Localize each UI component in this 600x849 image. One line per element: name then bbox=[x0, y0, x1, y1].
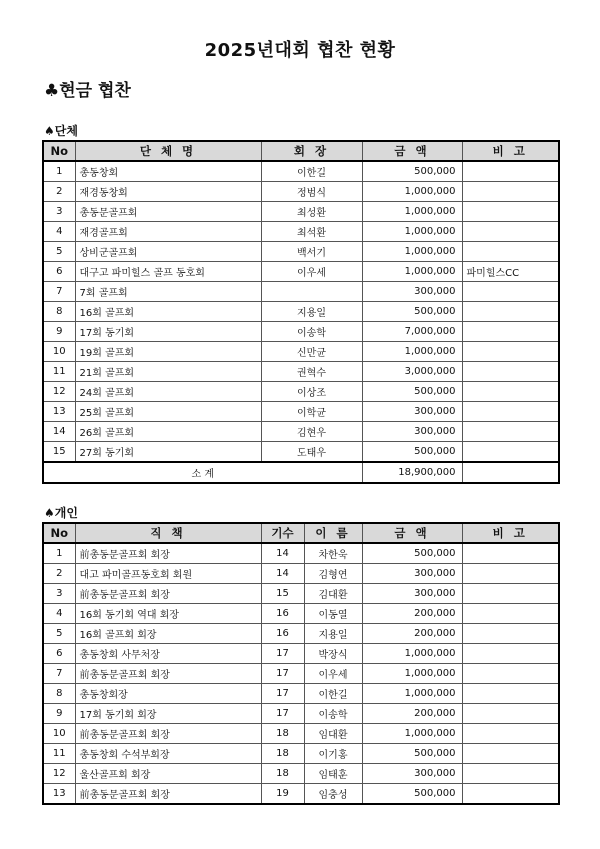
cell-note bbox=[462, 664, 559, 684]
table-row bbox=[43, 564, 559, 584]
individual-heading: ♠개인 bbox=[44, 506, 78, 520]
cell-no: 8 bbox=[43, 684, 75, 704]
cell-class: 14 bbox=[261, 564, 304, 584]
cell-position: 16회 동기회 역대 회장 bbox=[75, 604, 261, 624]
table-header-row bbox=[43, 141, 559, 161]
cell-class: 17 bbox=[261, 704, 304, 724]
cell-note bbox=[462, 161, 559, 182]
cell-no: 13 bbox=[43, 784, 75, 805]
cell-amount: 500,000 bbox=[362, 543, 462, 564]
table-row bbox=[43, 342, 559, 362]
header-no: No bbox=[43, 141, 75, 161]
header-position: 직 책 bbox=[75, 523, 261, 543]
cell-name: 총동문골프회 bbox=[75, 202, 261, 222]
table-row bbox=[43, 242, 559, 262]
cell-note bbox=[462, 744, 559, 764]
table-row bbox=[43, 704, 559, 724]
cell-name: 27회 동기회 bbox=[75, 442, 261, 463]
cell-chair: 이학균 bbox=[261, 402, 362, 422]
table-row bbox=[43, 322, 559, 342]
cell-note bbox=[462, 422, 559, 442]
cell-name: 재경골프회 bbox=[75, 222, 261, 242]
cell-class: 17 bbox=[261, 644, 304, 664]
cell-no: 12 bbox=[43, 764, 75, 784]
cell-amount: 300,000 bbox=[362, 764, 462, 784]
cell-chair: 이상조 bbox=[261, 382, 362, 402]
section-label: 현금 협찬 bbox=[59, 81, 131, 101]
cell-chair: 도태우 bbox=[261, 442, 362, 463]
table-row bbox=[43, 724, 559, 744]
group-sponsor-table bbox=[42, 140, 560, 484]
cell-no: 5 bbox=[43, 242, 75, 262]
table-row bbox=[43, 282, 559, 302]
table-row bbox=[43, 644, 559, 664]
cell-chair: 권혁수 bbox=[261, 362, 362, 382]
table-row bbox=[43, 442, 559, 463]
cell-note bbox=[462, 202, 559, 222]
cell-name: 이한길 bbox=[304, 684, 362, 704]
cell-position: 前총동문골프회 회장 bbox=[75, 584, 261, 604]
cell-no: 1 bbox=[43, 543, 75, 564]
cell-amount: 3,000,000 bbox=[362, 362, 462, 382]
header-note: 비 고 bbox=[462, 523, 559, 543]
table-row bbox=[43, 161, 559, 182]
table-row bbox=[43, 584, 559, 604]
cell-amount: 300,000 bbox=[362, 422, 462, 442]
cell-name: 25회 골프회 bbox=[75, 402, 261, 422]
table-row bbox=[43, 222, 559, 242]
cell-note bbox=[462, 784, 559, 805]
cell-amount: 500,000 bbox=[362, 382, 462, 402]
table-row bbox=[43, 543, 559, 564]
cell-position: 총동창회장 bbox=[75, 684, 261, 704]
table-row bbox=[43, 202, 559, 222]
table-row bbox=[43, 402, 559, 422]
cell-name: 19회 골프회 bbox=[75, 342, 261, 362]
cell-name: 상비군골프회 bbox=[75, 242, 261, 262]
cell-name: 대구고 파미힐스 골프 동호회 bbox=[75, 262, 261, 282]
cell-no: 11 bbox=[43, 744, 75, 764]
cell-name: 임충성 bbox=[304, 784, 362, 805]
cell-name: 17회 동기회 bbox=[75, 322, 261, 342]
cell-name: 7회 골프회 bbox=[75, 282, 261, 302]
table-row bbox=[43, 604, 559, 624]
cell-note bbox=[462, 704, 559, 724]
header-group-name: 단 체 명 bbox=[75, 141, 261, 161]
cell-name: 김형연 bbox=[304, 564, 362, 584]
cell-name: 박장식 bbox=[304, 644, 362, 664]
cell-amount: 1,000,000 bbox=[362, 262, 462, 282]
cell-position: 前총동문골프회 회장 bbox=[75, 543, 261, 564]
cell-amount: 300,000 bbox=[362, 564, 462, 584]
cell-name: 김대환 bbox=[304, 584, 362, 604]
cell-name: 이송학 bbox=[304, 704, 362, 724]
cell-chair: 신만균 bbox=[261, 342, 362, 362]
cell-amount: 200,000 bbox=[362, 604, 462, 624]
cell-class: 15 bbox=[261, 584, 304, 604]
cell-note bbox=[462, 624, 559, 644]
cell-name: 이우세 bbox=[304, 664, 362, 684]
table-row bbox=[43, 784, 559, 805]
cell-note bbox=[462, 604, 559, 624]
subtotal-note bbox=[462, 462, 559, 483]
table-row bbox=[43, 684, 559, 704]
group-heading: ♠단체 bbox=[44, 124, 78, 138]
cell-note bbox=[462, 543, 559, 564]
cell-chair: 백서기 bbox=[261, 242, 362, 262]
header-name: 이 름 bbox=[304, 523, 362, 543]
cell-amount: 200,000 bbox=[362, 624, 462, 644]
cell-no: 7 bbox=[43, 282, 75, 302]
cell-position: 총동창회 수석부회장 bbox=[75, 744, 261, 764]
cell-note bbox=[462, 644, 559, 664]
header-amount: 금 액 bbox=[362, 141, 462, 161]
cell-note bbox=[462, 242, 559, 262]
cell-no: 6 bbox=[43, 644, 75, 664]
cell-amount: 1,000,000 bbox=[362, 644, 462, 664]
group-rows bbox=[43, 161, 559, 462]
cell-no: 8 bbox=[43, 302, 75, 322]
cell-amount: 1,000,000 bbox=[362, 342, 462, 362]
cell-position: 총동창회 사무처장 bbox=[75, 644, 261, 664]
cell-note: 파미힐스CC bbox=[462, 262, 559, 282]
cell-amount: 1,000,000 bbox=[362, 182, 462, 202]
cell-amount: 1,000,000 bbox=[362, 242, 462, 262]
cell-no: 4 bbox=[43, 222, 75, 242]
cell-note bbox=[462, 322, 559, 342]
cell-class: 18 bbox=[261, 744, 304, 764]
cell-note bbox=[462, 182, 559, 202]
cell-class: 14 bbox=[261, 543, 304, 564]
cell-no: 12 bbox=[43, 382, 75, 402]
cell-amount: 1,000,000 bbox=[362, 664, 462, 684]
cell-amount: 500,000 bbox=[362, 302, 462, 322]
cell-position: 17회 동기회 회장 bbox=[75, 704, 261, 724]
cell-amount: 1,000,000 bbox=[362, 202, 462, 222]
cell-amount: 1,000,000 bbox=[362, 222, 462, 242]
cell-note bbox=[462, 402, 559, 422]
cell-name: 16회 골프회 bbox=[75, 302, 261, 322]
cell-name: 재경동창회 bbox=[75, 182, 261, 202]
table-header-row bbox=[43, 523, 559, 543]
cell-no: 1 bbox=[43, 161, 75, 182]
cell-name: 이기홍 bbox=[304, 744, 362, 764]
table-row bbox=[43, 422, 559, 442]
cell-chair: 김현우 bbox=[261, 422, 362, 442]
cell-chair bbox=[261, 282, 362, 302]
cell-no: 2 bbox=[43, 182, 75, 202]
cell-no: 4 bbox=[43, 604, 75, 624]
cell-name: 임대환 bbox=[304, 724, 362, 744]
cell-position: 울산골프회 회장 bbox=[75, 764, 261, 784]
cell-no: 2 bbox=[43, 564, 75, 584]
cell-amount: 500,000 bbox=[362, 161, 462, 182]
cell-amount: 500,000 bbox=[362, 442, 462, 463]
header-note: 비 고 bbox=[462, 141, 559, 161]
cell-amount: 1,000,000 bbox=[362, 724, 462, 744]
cell-note bbox=[462, 362, 559, 382]
cell-note bbox=[462, 302, 559, 322]
cell-no: 3 bbox=[43, 202, 75, 222]
table-row bbox=[43, 764, 559, 784]
cell-chair: 지용일 bbox=[261, 302, 362, 322]
section-heading bbox=[44, 76, 131, 101]
cell-amount: 300,000 bbox=[362, 282, 462, 302]
club-icon: ♣ bbox=[44, 81, 60, 101]
cell-amount: 1,000,000 bbox=[362, 684, 462, 704]
table-row bbox=[43, 182, 559, 202]
cell-no: 3 bbox=[43, 584, 75, 604]
cell-note bbox=[462, 764, 559, 784]
cell-chair: 이송학 bbox=[261, 322, 362, 342]
header-chair: 회 장 bbox=[261, 141, 362, 161]
cell-name: 21회 골프회 bbox=[75, 362, 261, 382]
cell-note bbox=[462, 342, 559, 362]
cell-class: 18 bbox=[261, 764, 304, 784]
cell-amount: 500,000 bbox=[362, 744, 462, 764]
cell-class: 16 bbox=[261, 624, 304, 644]
cell-note bbox=[462, 382, 559, 402]
cell-no: 10 bbox=[43, 342, 75, 362]
table-row bbox=[43, 744, 559, 764]
cell-note bbox=[462, 584, 559, 604]
table-row bbox=[43, 624, 559, 644]
page-title: 2025년대회 협찬 현황 bbox=[204, 40, 396, 61]
cell-chair: 이우세 bbox=[261, 262, 362, 282]
table-row bbox=[43, 382, 559, 402]
cell-amount: 7,000,000 bbox=[362, 322, 462, 342]
cell-name: 26회 골프회 bbox=[75, 422, 261, 442]
table-row bbox=[43, 362, 559, 382]
cell-no: 7 bbox=[43, 664, 75, 684]
table-row bbox=[43, 302, 559, 322]
cell-name: 지용일 bbox=[304, 624, 362, 644]
cell-class: 16 bbox=[261, 604, 304, 624]
cell-no: 9 bbox=[43, 704, 75, 724]
header-class: 기수 bbox=[261, 523, 304, 543]
cell-position: 前총동문골프회 회장 bbox=[75, 724, 261, 744]
cell-position: 대고 파미골프동호회 회원 bbox=[75, 564, 261, 584]
cell-note bbox=[462, 442, 559, 463]
cell-note bbox=[462, 222, 559, 242]
header-no: No bbox=[43, 523, 75, 543]
cell-note bbox=[462, 564, 559, 584]
cell-position: 前총동문골프회 회장 bbox=[75, 784, 261, 805]
individual-sponsor-table bbox=[42, 522, 560, 805]
subtotal-amount: 18,900,000 bbox=[362, 462, 462, 483]
cell-no: 9 bbox=[43, 322, 75, 342]
cell-chair: 정범식 bbox=[261, 182, 362, 202]
cell-note bbox=[462, 684, 559, 704]
cell-position: 前총동문골프회 회장 bbox=[75, 664, 261, 684]
cell-no: 11 bbox=[43, 362, 75, 382]
cell-position: 16회 골프회 회장 bbox=[75, 624, 261, 644]
subtotal-label: 소 계 bbox=[43, 462, 362, 483]
cell-class: 19 bbox=[261, 784, 304, 805]
cell-amount: 200,000 bbox=[362, 704, 462, 724]
cell-class: 17 bbox=[261, 664, 304, 684]
cell-chair: 이한길 bbox=[261, 161, 362, 182]
cell-class: 18 bbox=[261, 724, 304, 744]
cell-no: 13 bbox=[43, 402, 75, 422]
cell-chair: 최성환 bbox=[261, 202, 362, 222]
table-row bbox=[43, 262, 559, 282]
cell-no: 14 bbox=[43, 422, 75, 442]
cell-name: 차한욱 bbox=[304, 543, 362, 564]
cell-no: 6 bbox=[43, 262, 75, 282]
table-row bbox=[43, 664, 559, 684]
cell-amount: 300,000 bbox=[362, 402, 462, 422]
cell-note bbox=[462, 724, 559, 744]
cell-note bbox=[462, 282, 559, 302]
individual-rows bbox=[43, 543, 559, 804]
subtotal-row bbox=[43, 462, 559, 483]
cell-class: 17 bbox=[261, 684, 304, 704]
header-amount: 금 액 bbox=[362, 523, 462, 543]
cell-no: 10 bbox=[43, 724, 75, 744]
cell-amount: 500,000 bbox=[362, 784, 462, 805]
cell-no: 15 bbox=[43, 442, 75, 463]
cell-chair: 최석환 bbox=[261, 222, 362, 242]
cell-name: 24회 골프회 bbox=[75, 382, 261, 402]
cell-name: 이동열 bbox=[304, 604, 362, 624]
cell-name: 임태훈 bbox=[304, 764, 362, 784]
cell-name: 총동창회 bbox=[75, 161, 261, 182]
cell-no: 5 bbox=[43, 624, 75, 644]
cell-amount: 300,000 bbox=[362, 584, 462, 604]
